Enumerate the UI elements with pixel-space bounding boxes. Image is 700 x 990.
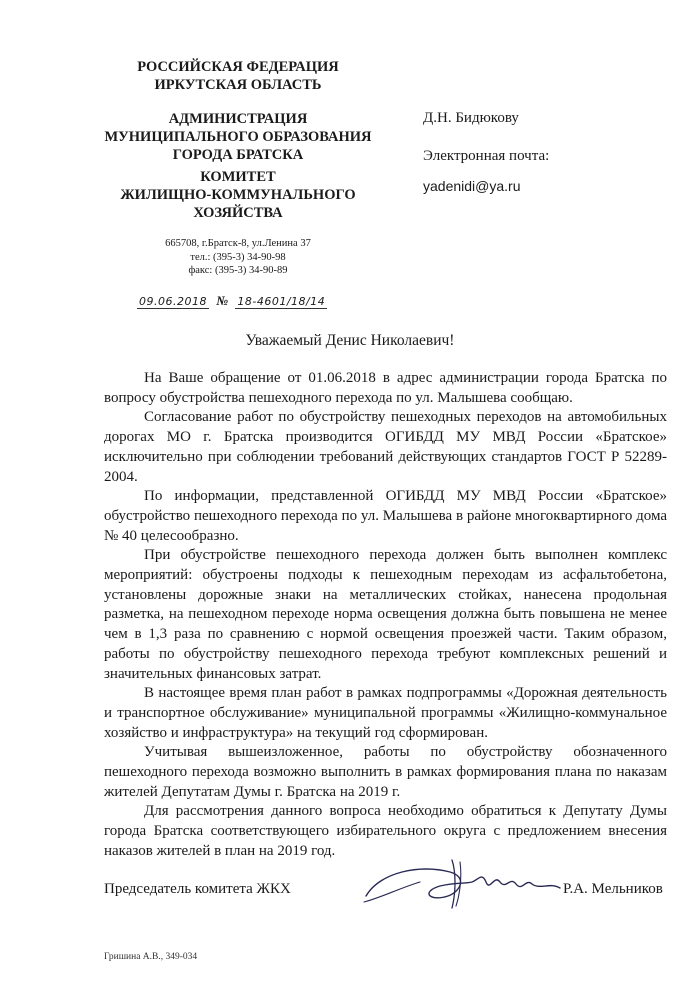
letter-body (104, 369, 667, 862)
body-paragraph: На Ваше обращение от 01.06.2018 в адрес администрации города Братска по вопросу обустройства пешеходного перехода по ул. Малышева сообщаю. (104, 370, 667, 406)
header-committee-block (92, 168, 384, 222)
signatory-title: Председатель комитета ЖКХ (104, 881, 291, 897)
body-paragraph: Учитывая вышеизложенное, работы по обустройству обозначенного пешеходного перехода возможно выполнить в рамках формирования плана по наказам жителей Депутатам Думы г. Братска на 2019 г. (104, 744, 667, 800)
registration-date: 09.06.2018 (139, 295, 207, 308)
body-paragraph: В настоящее время план работ в рамках подпрограммы «Дорожная деятельность и транспортное обслуживание» муниципальной программы «Жилищно-коммунальное хозяйство и инфраструктура» на текущий год сформирован. (104, 685, 667, 741)
recipient-email[interactable]: yadenidi@ya.ru (423, 178, 521, 194)
registration-number: 18-4601/18/14 (237, 295, 326, 308)
body-paragraph: Согласование работ по обустройству пешеходных переходов на автомобильных дорогах МО г. Братска производится ОГИБДД МУ МВД России «Братское» исключительно при соблюдении требований действующих стандартов ГОСТ Р 52289-2004. (104, 409, 667, 485)
header-admin-line: МУНИЦИПАЛЬНОГО ОБРАЗОВАНИЯ (104, 129, 372, 145)
contact-phone: тел.: (395-3) 34-90-98 (190, 251, 286, 263)
header-admin-line: АДМИНИСТРАЦИЯ (168, 111, 308, 127)
registration-number-sign: № (216, 293, 229, 308)
header-committee-line: ХОЗЯЙСТВА (193, 205, 283, 221)
registration-line (137, 293, 327, 309)
handwritten-signature (360, 852, 570, 914)
body-paragraph: По информации, представленной ОГИБДД МУ МВД России «Братское» обустройство пешеходного перехода по ул. Малышева в районе многоквартирного дома № 40 целесообразно. (104, 488, 667, 544)
header-country-line: РОССИЙСКАЯ ФЕДЕРАЦИЯ (137, 59, 339, 75)
body-paragraph: При обустройстве пешеходного перехода должен быть выполнен комплекс мероприятий: обустроены подходы к пешеходным переходам из асфальтобетона, установлены дорожные знаки на металлических стойках, нанесена продольная разметка, на пешеходном переходе норма освещения должна быть повышена не менее чем в 1,3 раза по сравнению с нормой освещения проезжей части. Таким образом, работы по обустройству пешеходного перехода требуют комплексных решений и значительных финансовых затрат. (104, 547, 667, 682)
recipient-name: Д.Н. Бидюкову (423, 110, 519, 126)
header-admin-line: ГОРОДА БРАТСКА (172, 147, 304, 163)
salutation: Уважаемый Денис Николаевич! (245, 332, 455, 349)
header-administration-block (92, 110, 384, 164)
signatory-name: Р.А. Мельников (563, 881, 663, 897)
executor-note: Гришина А.В., 349-034 (104, 952, 198, 962)
header-region-line: ИРКУТСКАЯ ОБЛАСТЬ (154, 77, 322, 93)
contact-fax: факс: (395-3) 34-90-89 (188, 265, 288, 276)
header-contacts (138, 237, 338, 278)
header-committee-line: ЖИЛИЩНО-КОММУНАЛЬНОГО (120, 187, 356, 203)
header-committee-line: КОМИТЕТ (200, 169, 276, 185)
contact-address: 665708, г.Братск-8, ул.Ленина 37 (165, 238, 311, 249)
header-country-block (92, 58, 384, 94)
recipient-email-label: Электронная почта: (423, 148, 550, 164)
body-paragraph: Для рассмотрения данного вопроса необходимо обратиться к Депутату Думы города Братска соответствующего избирательного округа с предложением внесения наказов жителей в план на 2019 год. (104, 803, 667, 859)
